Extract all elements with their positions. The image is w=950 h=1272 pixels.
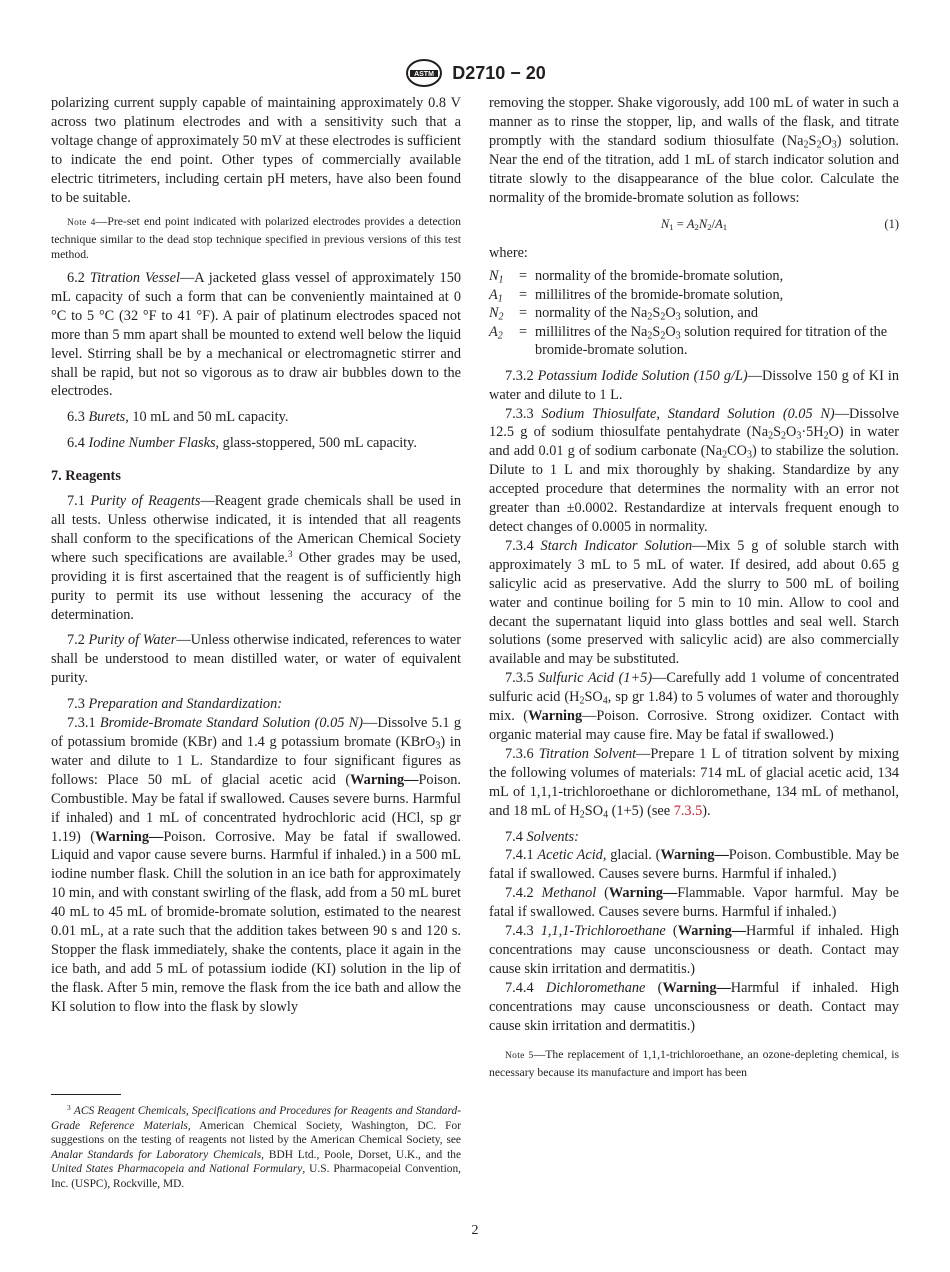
section-6-4: 6.4 Iodine Number Flasks, glass-stoppered, 500 mL capacity. (67, 435, 417, 452)
page-number: 2 (471, 1223, 479, 1238)
section-7-4: 7.4 Solvents: (505, 828, 579, 845)
definition-row: $A_2$ = millilitres of the $Na_2S_2O_3$ solution required for titration of the bromide-bromate solution. (489, 323, 888, 359)
section-heading-reagents: 7. Reagents (51, 468, 121, 485)
section-7-3-4: 7.3.4 Starch Indicator Solution—Mix 5 g of soluble starch with approximately 3 mL to 5 mL of water. If desired, add about 0.65 g salicylic acid as preservative. Add the slurry to 500 mL of boiling water and continue boiling for 5 min to 10 min. Allow to cool and decant the supernatant liquid into glass bottles and seal well. Starch solutions (some preserved with salicylic acid) are also commercially available and may be substituted. (489, 537, 899, 668)
definition-row: $A_1$ = millilitres of the bromide-bromate solution, (489, 286, 784, 305)
footnote-ref[interactable]: 3 (287, 549, 293, 560)
section-7-3-2: 7.3.2 Potassium Iodide Solution (150 g/L)—Dissolve 150 g of KI in water and dilute to 1 L. (489, 367, 900, 403)
section-7-1: 7.1 Purity of Reagents—Reagent grade chemicals shall be used in all tests. Unless otherwise indicated, it is intended that all reagents shall conform to the specifications of the American Chemical Society where such specifications are available.$^3$ Other grades may be used, providing it is first ascertained that the reagent is of sufficiently high purity to permit its use without lessening the accuracy of the determination. (51, 493, 461, 623)
document-id: D2710 − 20 (452, 62, 546, 83)
section-7-4-2: 7.4.2 Methanol (Warning—Flammable. Vapor harmful. May be fatal if swallowed. Causes severe burns. Harmful if inhaled.) (489, 885, 899, 921)
svg-text:ASTM: ASTM (414, 71, 435, 78)
section-7-4-4: 7.4.4 Dichloromethane (Warning—Harmful if inhaled. High concentrations may cause unconsciousness or death. Contact may cause skin irritation and dermatitis.) (489, 979, 900, 1034)
section-7-3-1: 7.3.1 Bromide-Bromate Standard Solution (0.05 N)—Dissolve 5.1 g of potassium bromide (KBr) and 1.4 g potassium bromate (KBrO$_3$) in water and dilute to 1 L. Standardize to four significant figures as follows: Place 50 mL of glacial acetic acid (Warning—Poison. Combustible. May be fatal if swallowed. Causes severe burns. Harmful if inhaled) and 1 mL of concentrated hydrochloric acid (HCl, sp gr 1.19) (Warning—Poison. Corrosive. May be fatal if swallowed. Liquid and vapor cause severe burns. Harmful if inhaled.) in a 500 mL iodine number flask. Chill the solution in an ice bath for approximately 10 min, and with constant swirling of the flask, add from a 50 mL buret 40 mL to 45 mL of bromide-bromate solution, estimated to the nearest 0.01 mL, at a rate such that the addition takes between 90 s and 120 s. Stopper the flask immediately, shake the contents, place it again in the ice bath, and add 5 mL of potassium iodide (KI) solution in the lip of the flask. After 5 min, remove the flask from the ice bath and allow the KI solution to flow into the flask by slowly (51, 715, 462, 1015)
equation-number: (1) (884, 217, 899, 232)
astm-logo-icon (404, 58, 444, 88)
section-7-3-3: 7.3.3 Sodium Thiosulfate, Standard Solution (0.05 N)—Dissolve 12.5 g of sodium thiosulfate pentahydrate $(Na_2S_2O_3\cdot 5H_2O)$ in water and add 0.01 g of sodium carbonate $(Na_2CO_3)$ to stabilize the solution. Dilute to 1 L and mix thoroughly by shaking. Standardize by any accepted procedure that determines the normality with an error not greater than ±0.0002. Restandardize at intervals frequent enough to detect changes of 0.0005 in normality. (489, 405, 900, 535)
page-header (0, 58, 950, 88)
footnote-rule (51, 1094, 121, 1095)
section-6-2: 6.2 Titration Vessel—A jacketed glass vessel of approximately 150 mL capacity of such a form that can be conveniently maintained at 0 °C to 5 °C (32 °F to 41 °F). A pair of platinum electrodes spaced not more than 5 mm apart shall be mounted to extend well below the liquid level. Stirring shall be by a mechanical or electromagnetic stirrer and shall be rapid, but not so vigorous as to draw air bubbles down to the electrodes. (51, 270, 461, 400)
section-7-3-5: 7.3.5 Sulfuric Acid (1+5)—Carefully add 1 volume of concentrated sulfuric acid ($H_2SO_4$, sp gr 1.84) to 5 volumes of water and thoroughly mix. (Warning—Poison. Corrosive. Strong oxidizer. Contact with organic material may cause fire. May be fatal if swallowed.) (489, 670, 900, 743)
paragraph: removing the stopper. Shake vigorously, add 100 mL of water in such a manner as to rinse the stopper, lip, and walls of the flask, and titrate promptly with the standard sodium thiosulfate $(Na_2S_2O_3)$ solution. Near the end of the titration, add 1 mL of starch indicator solution and titrate slowly to the disappearance of the blue color. Calculate the normality of the bromide-bromate solution as follows: (489, 95, 900, 206)
cross-reference-link[interactable]: 7.3.5 (673, 802, 703, 819)
definition-row: $N_1$ = normality of the bromide-bromate solution, (489, 268, 784, 286)
section-6-3: 6.3 Burets, 10 mL and 50 mL capacity. (67, 409, 289, 426)
where-label: where: (489, 245, 528, 262)
equation-1: $N_1 = A_2N_2/A_1$ (1) (660, 217, 899, 233)
variable-definitions (489, 267, 899, 360)
section-7-3-6: 7.3.6 Titration Solvent—Prepare 1 L of titration solvent by mixing the following volumes of materials: 714 mL of glacial acetic acid, 134 mL of 1,1,1-trichloroethane or dichloromethane, 134 mL of methanol, and 18 mL of $H_2SO_4$ (1+5) (see 7.3.5). (489, 745, 899, 821)
section-7-4-1: 7.4.1 Acetic Acid, glacial. (Warning—Poison. Combustible. May be fatal if swallowed. Causes severe burns. Harmful if inhaled.) (489, 847, 899, 883)
section-7-3: 7.3 Preparation and Standardization: (67, 696, 282, 713)
section-7-2: 7.2 Purity of Water—Unless otherwise indicated, references to water shall be understood to mean distilled water, or water of equivalent purity. (51, 632, 462, 687)
note-5: Note 5—The replacement of 1,1,1-trichloroethane, an ozone-depleting chemical, is necessary because its manufacture and import has been (489, 1048, 899, 1079)
right-column (489, 94, 899, 1080)
paragraph: polarizing current supply capable of maintaining approximately 0.8 V across two platinum electrodes and with a sensitivity such that a voltage change of approximately 50 mV at these electrodes is sufficient to indicate the end point. Other types of commercially available electric titrimeters, including certain pH meters, have also been found to be suitable. (51, 95, 461, 206)
footnote-3: $^3$ ACS Reagent Chemicals, Specifications and Procedures for Reagents and Standard-Grade Reference Materials, American Chemical Society, Washington, DC. For suggestions on the testing of reagents not listed by the American Chemical Society, see Analar Standards for Laboratory Chemicals, BDH Ltd., Poole, Dorset, U.K., and the United States Pharmacopeia and National Formulary, U.S. Pharmacopeial Convention, Inc. (USPC), Rockville, MD. (51, 1102, 462, 1190)
section-7-4-3: 7.4.3 1,1,1-Trichloroethane (Warning—Harmful if inhaled. High concentrations may cause unconsciousness or death. Contact may cause skin irritation and dermatitis.) (489, 923, 899, 977)
definition-row: $N_2$ = normality of the $Na_2S_2O_3$ solution, and (489, 305, 759, 323)
left-column (51, 94, 461, 1017)
note-4: Note 4—Pre-set end point indicated with polarized electrodes provides a detection technique similar to the dead stop technique specified in previous versions of this test method. (51, 215, 461, 261)
